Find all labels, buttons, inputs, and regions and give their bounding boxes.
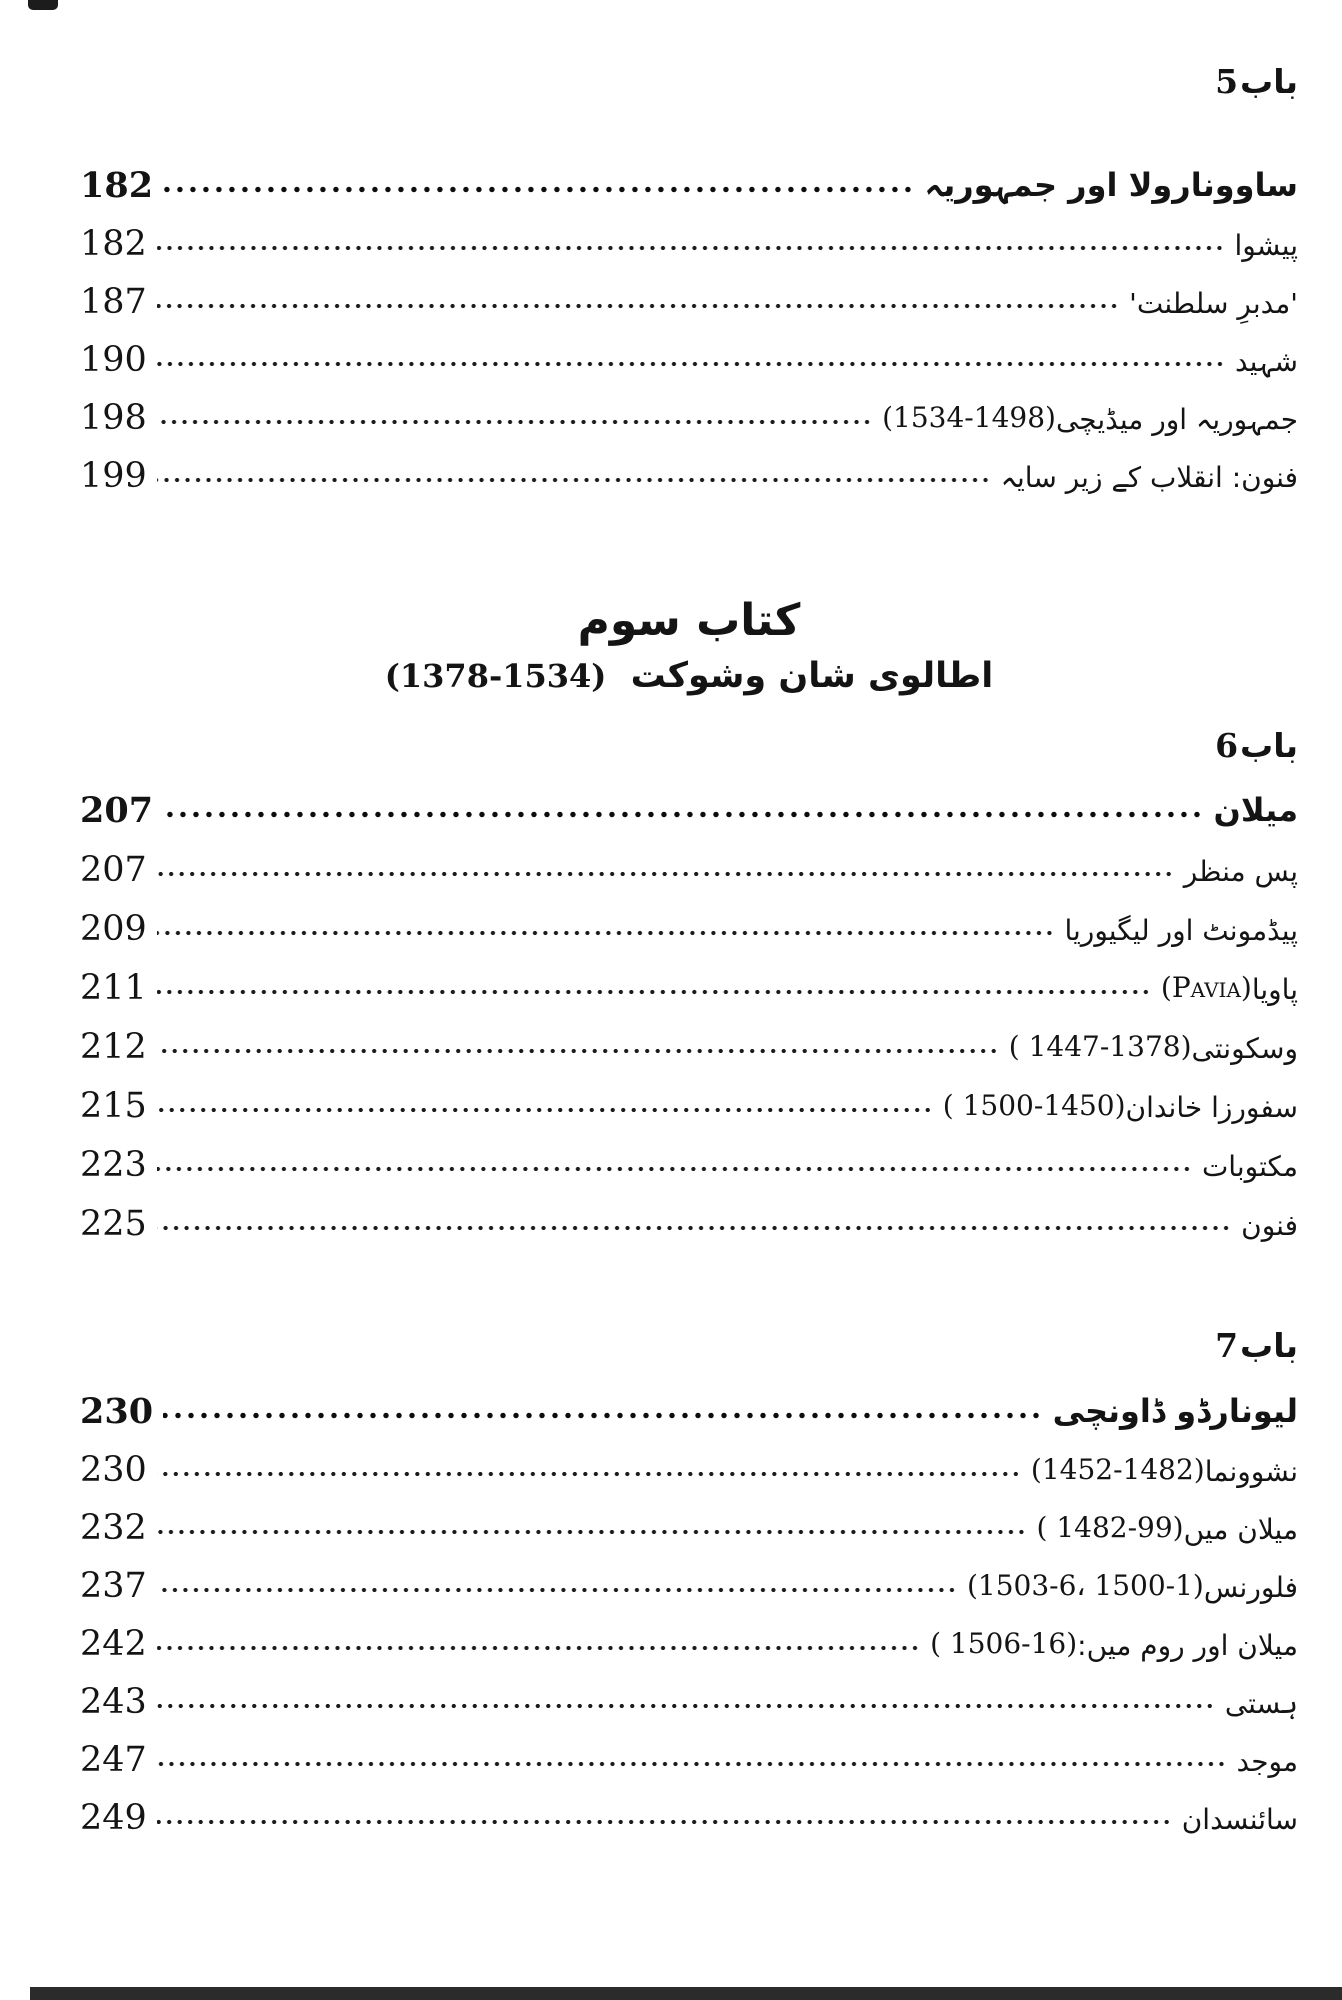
- dotted-leader: [157, 1187, 1231, 1246]
- dotted-leader: [157, 892, 1055, 951]
- dotted-leader: [157, 951, 1151, 1010]
- toc-entry-row: [80, 1187, 1298, 1246]
- entry-year-range: (1452-1482): [1030, 1453, 1205, 1486]
- entry-page-number: 232: [80, 1508, 147, 1548]
- entry-label: پیشوا: [1234, 229, 1298, 262]
- dotted-leader: [157, 1782, 1172, 1840]
- toc-entry-row: [80, 1608, 1298, 1666]
- entry-label: جمہوریہ اور میڈیچی: [1055, 403, 1298, 436]
- entry-year-range: ( 1447-1378): [1008, 1030, 1192, 1063]
- entry-label: سفورزا خاندان: [1125, 1091, 1298, 1124]
- toc-entry-row: [80, 1666, 1298, 1724]
- chapter-header: [80, 1326, 1298, 1374]
- dotted-leader: [163, 774, 1203, 833]
- chapter-entries: [80, 150, 1298, 498]
- chapter-header: [80, 726, 1298, 774]
- dotted-leader: [157, 1724, 1227, 1782]
- book-heading-year-range: (1378-1534): [384, 657, 607, 695]
- dotted-leader: [163, 1376, 1043, 1434]
- entry-label: فلورنس: [1203, 1571, 1298, 1604]
- chapter-number: 6: [1215, 726, 1239, 765]
- entry-label: موجد: [1236, 1745, 1298, 1778]
- toc-entry-row: [80, 382, 1298, 440]
- entry-year-range: (1503-6، 1500-1): [967, 1569, 1204, 1602]
- entry-label: وسکونتی: [1191, 1032, 1298, 1065]
- entry-page-number: 182: [80, 224, 147, 264]
- toc-entry-row: [80, 266, 1298, 324]
- entry-page-number: 230: [80, 1391, 154, 1432]
- toc-entry-row: [80, 1492, 1298, 1550]
- entry-year-range: (1534-1498): [882, 401, 1056, 434]
- dotted-leader: [157, 440, 991, 498]
- dotted-leader: [157, 1666, 1215, 1724]
- toc-entry-row: [80, 1782, 1298, 1840]
- toc-entry-row: [80, 1550, 1298, 1608]
- entry-label: مکتوبات: [1201, 1150, 1298, 1183]
- dotted-leader: [157, 382, 872, 440]
- toc-entry-row: [80, 1069, 1298, 1128]
- dotted-leader: [163, 150, 914, 208]
- dotted-leader: [157, 324, 1225, 382]
- scan-artifact-top-left: [28, 0, 58, 10]
- entry-label: لیونارڈو ڈاونچی: [1052, 1392, 1298, 1430]
- dotted-leader: [157, 1608, 920, 1666]
- chapter-header: [80, 62, 1298, 110]
- entry-page-number: 190: [80, 340, 147, 380]
- chapter-number: 7: [1215, 1326, 1239, 1365]
- chapter-word: باب: [1240, 1326, 1298, 1365]
- entry-label: فنون: انقلاب کے زیر سایہ: [1000, 461, 1298, 494]
- toc-entry-row: [80, 440, 1298, 498]
- toc-entry-row: [80, 208, 1298, 266]
- entry-page-number: 198: [80, 398, 147, 438]
- chapter-entries: [80, 774, 1298, 1246]
- entry-page-number: 182: [80, 165, 154, 206]
- entry-page-number: 230: [80, 1450, 147, 1490]
- dotted-leader: [157, 1010, 999, 1069]
- chapter-word: باب: [1240, 726, 1298, 765]
- entry-label: پس منظر: [1183, 855, 1298, 888]
- toc-entry-row: [80, 833, 1298, 892]
- entry-page-number: 212: [80, 1027, 147, 1067]
- entry-year-range: ( 1506-16): [930, 1627, 1078, 1660]
- toc-entry-row: [80, 150, 1298, 208]
- entry-page-number: 225: [80, 1204, 147, 1244]
- entry-label: شہید: [1234, 345, 1298, 378]
- entry-label: میلان اور روم میں:: [1077, 1629, 1298, 1662]
- toc-entry-row: [80, 892, 1298, 951]
- dotted-leader: [157, 1128, 1192, 1187]
- toc-entry-row: [80, 1434, 1298, 1492]
- entry-label: نشوونما: [1204, 1455, 1298, 1488]
- entry-label: میلان: [1213, 791, 1298, 829]
- entry-page-number: 223: [80, 1145, 147, 1185]
- chapter-number: 5: [1215, 62, 1239, 101]
- toc-entry-row: [80, 774, 1298, 833]
- dotted-leader: [157, 1492, 1027, 1550]
- dotted-leader: [157, 208, 1225, 266]
- entry-label: میلان میں: [1183, 1513, 1298, 1546]
- toc-entry-row: [80, 1128, 1298, 1187]
- entry-year-range: ( 1482-99): [1036, 1511, 1184, 1544]
- entry-label: پیڈمونٹ اور لیگیوریا: [1064, 914, 1298, 947]
- chapter-5-section: [80, 62, 1298, 498]
- entry-page-number: 237: [80, 1566, 147, 1606]
- chapter-7-section: [80, 1326, 1298, 1840]
- entry-label: ساوونارولا اور جمہوریہ: [924, 166, 1298, 204]
- scan-artifact-bottom-edge: [30, 1987, 1342, 2000]
- entry-page-number: 249: [80, 1798, 147, 1838]
- toc-entry-row: [80, 324, 1298, 382]
- toc-entry-row: [80, 1724, 1298, 1782]
- toc-entry-row: [80, 1376, 1298, 1434]
- entry-label: 'مدبرِ سلطنت': [1129, 287, 1298, 320]
- entry-year-range: (Pavia): [1160, 971, 1252, 1004]
- entry-page-number: 187: [80, 282, 147, 322]
- entry-page-number: 207: [80, 850, 147, 890]
- entry-page-number: 211: [80, 968, 147, 1008]
- toc-content: [80, 0, 1298, 1840]
- entry-label: سائنسدان: [1181, 1803, 1298, 1836]
- entry-page-number: 242: [80, 1624, 147, 1664]
- dotted-leader: [157, 833, 1174, 892]
- dotted-leader: [157, 1550, 957, 1608]
- entry-label: پاویا: [1251, 973, 1298, 1006]
- chapter-word: باب: [1240, 62, 1298, 101]
- chapter-entries: [80, 1376, 1298, 1840]
- toc-entry-row: [80, 951, 1298, 1010]
- entry-year-range: ( 1500-1450): [942, 1089, 1126, 1122]
- book-heading-title: کتاب سوم: [577, 595, 801, 646]
- entry-label: فنون: [1241, 1209, 1298, 1242]
- dotted-leader: [157, 1069, 933, 1128]
- book-heading-subtitle-text: اطالوی شان وشوکت: [630, 656, 994, 696]
- entry-page-number: 209: [80, 909, 147, 949]
- entry-page-number: 247: [80, 1740, 147, 1780]
- entry-page-number: 199: [80, 456, 147, 496]
- book-heading-subtitle: [80, 650, 1298, 702]
- entry-page-number: 243: [80, 1682, 147, 1722]
- entry-page-number: 215: [80, 1086, 147, 1126]
- chapter-6-section: [80, 726, 1298, 1246]
- book-heading: [80, 592, 1298, 702]
- toc-entry-row: [80, 1010, 1298, 1069]
- entry-label: ہستی: [1224, 1687, 1298, 1720]
- entry-page-number: 207: [80, 790, 154, 831]
- dotted-leader: [157, 266, 1119, 324]
- dotted-leader: [157, 1434, 1021, 1492]
